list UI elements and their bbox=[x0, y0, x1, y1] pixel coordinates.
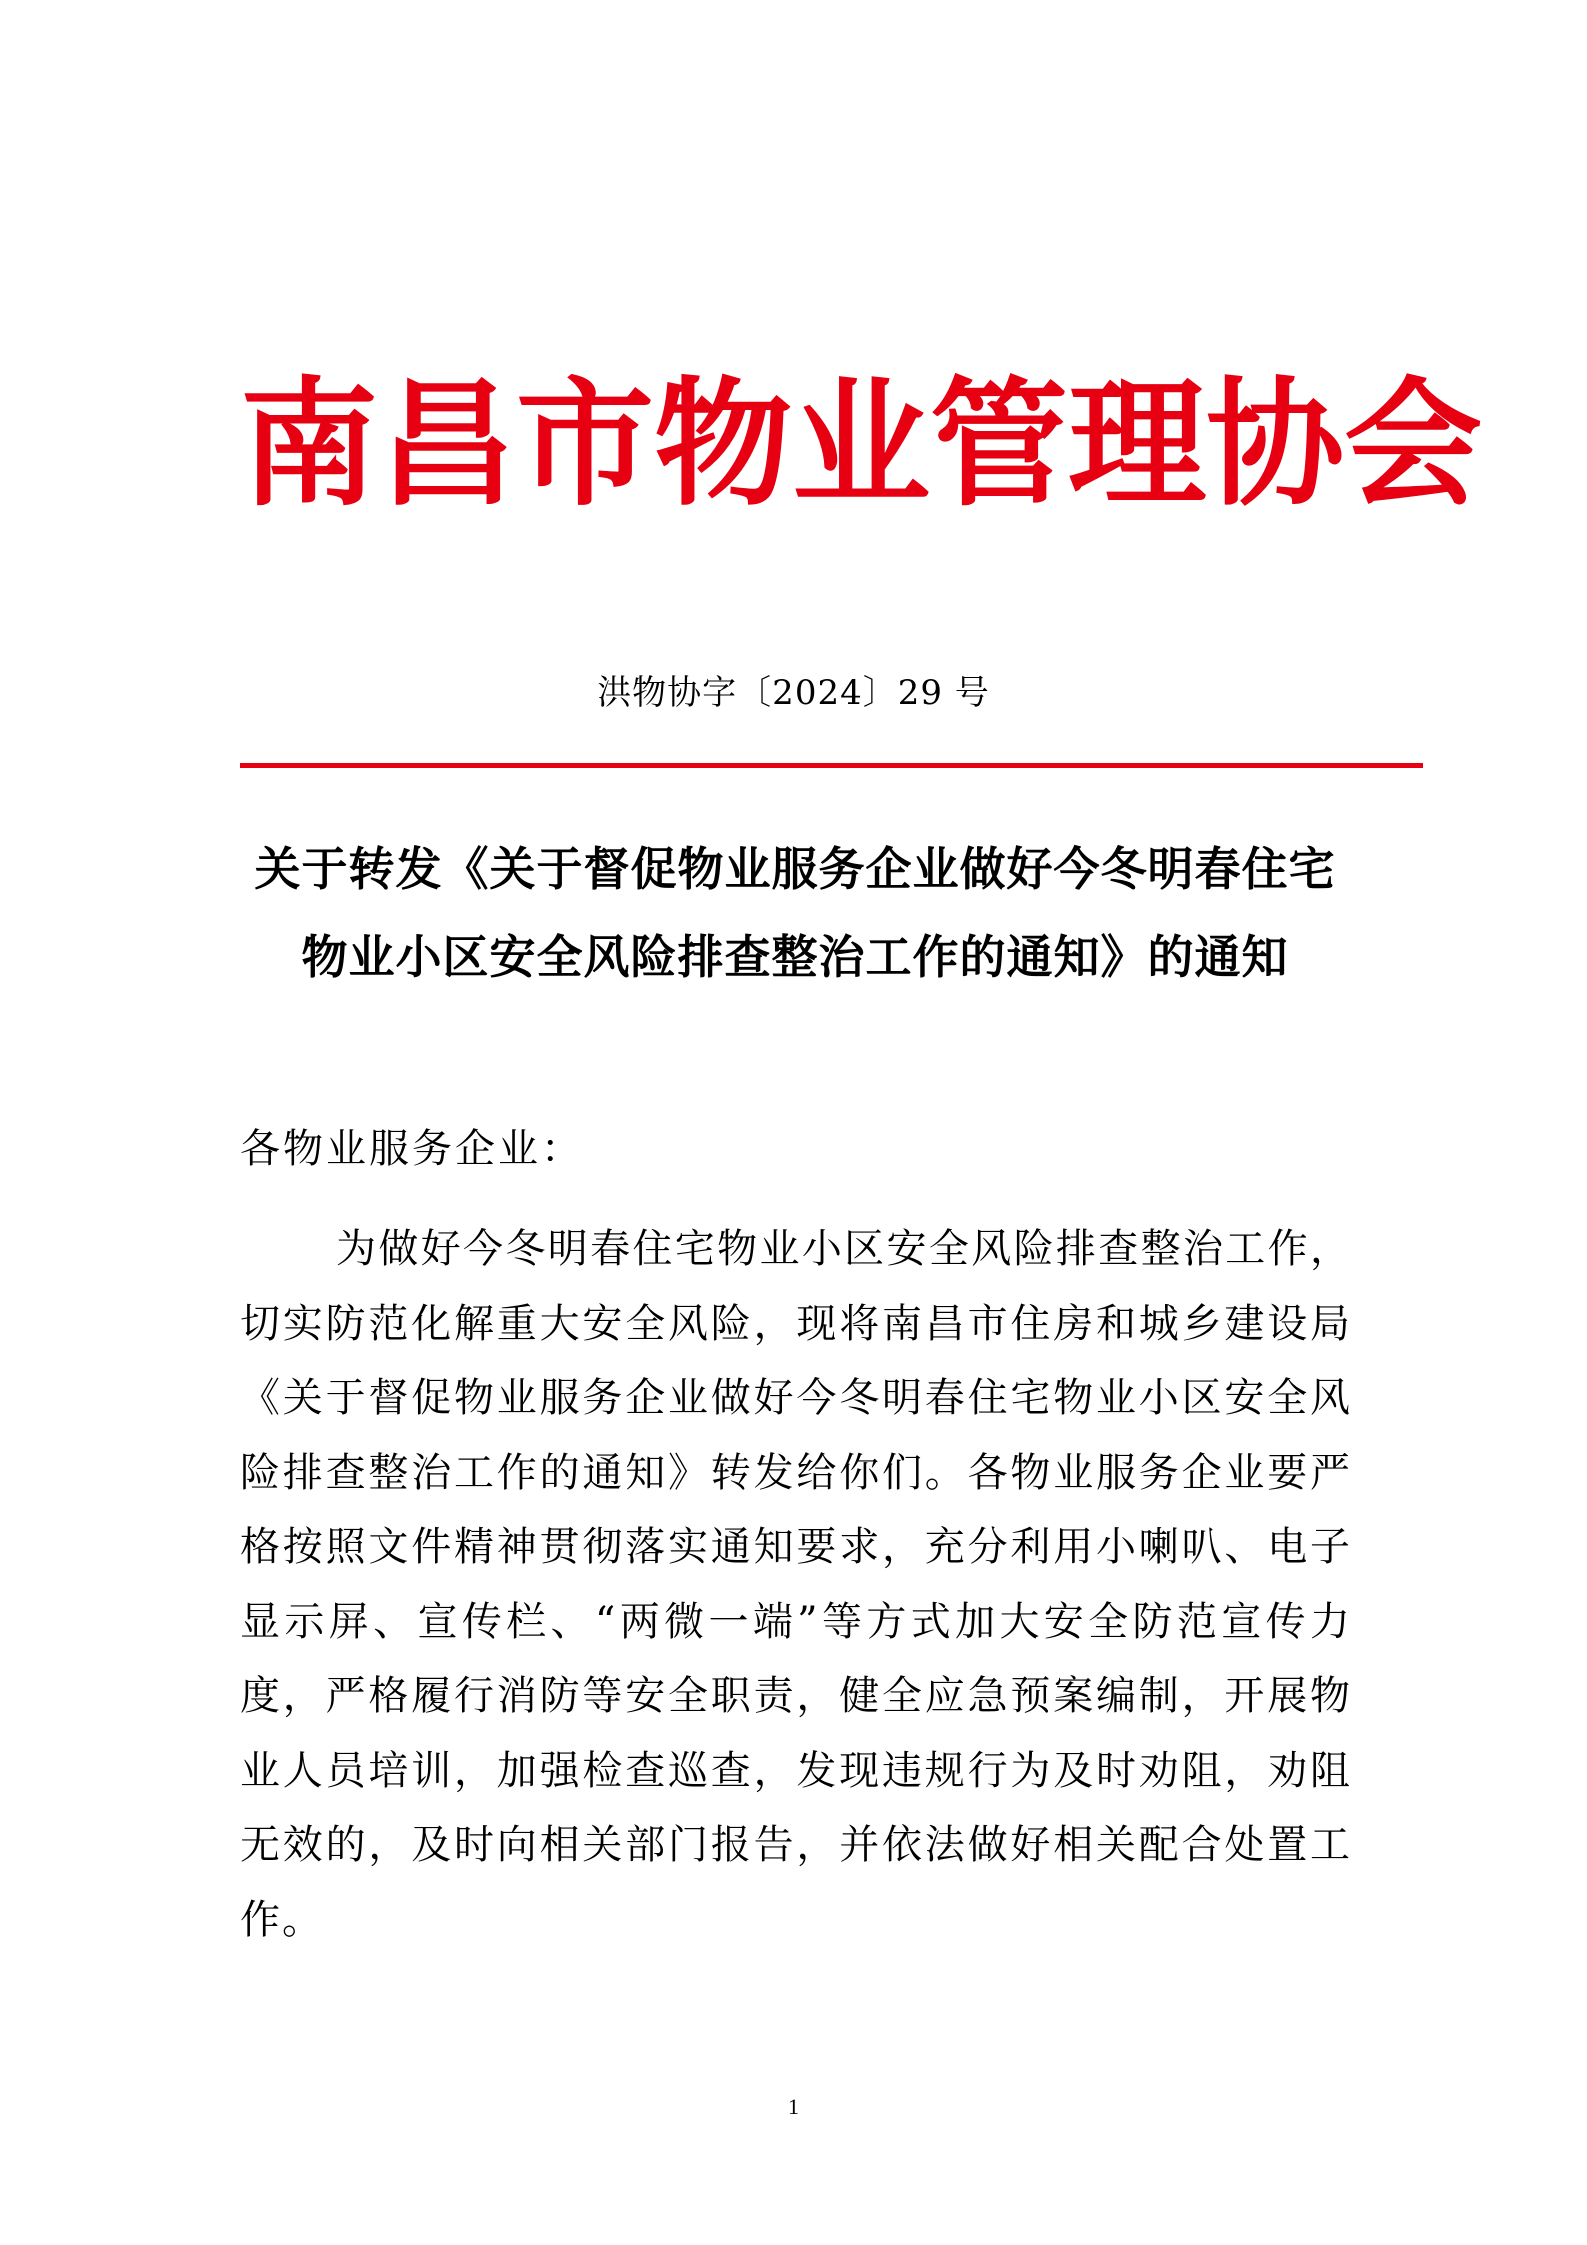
org-char: 协 bbox=[1206, 364, 1345, 525]
title-line-1: 关于转发《关于督促物业服务企业做好今冬明春住宅 bbox=[254, 842, 1336, 896]
issuing-organization-name bbox=[240, 355, 1483, 535]
title-line-2: 物业小区安全风险排查整治工作的通知》的通知 bbox=[301, 930, 1289, 984]
org-char: 昌 bbox=[378, 364, 517, 525]
page-number: 1 bbox=[788, 2094, 799, 2119]
document-title bbox=[240, 825, 1350, 1001]
salutation: 各物业服务企业： bbox=[240, 1126, 584, 1172]
body-paragraph: 为做好今冬明春住宅物业小区安全风险排查整治工作，切实防范化解重大安全风险，现将南昌市住房和城乡建设局《关于督促物业服务企业做好今冬明春住宅物业小区安全风险排查整治工作的通知》转发给你们。各物业服务企业要严格按照文件精神贯彻落实通知要求，充分利用小喇叭、电子显示屏、宣传栏、“两微一端”等方式加大安全防范宣传力度，严格履行消防等安全职责，健全应急预案编制，开展物业人员培训，加强检查巡查，发现违规行为及时劝阻，劝阻无效的，及时向相关部门报告，并依法做好相关配合处置工作。 bbox=[240, 1226, 1352, 1943]
org-char: 理 bbox=[1068, 364, 1207, 525]
red-separator-line bbox=[240, 763, 1423, 768]
org-char: 物 bbox=[654, 364, 793, 525]
org-char: 会 bbox=[1344, 364, 1483, 525]
org-char: 管 bbox=[930, 364, 1069, 525]
org-char: 业 bbox=[792, 364, 931, 525]
document-number: 洪物协字〔2024〕29 号 bbox=[597, 673, 990, 713]
org-char: 南 bbox=[240, 364, 379, 525]
org-char: 市 bbox=[516, 364, 655, 525]
